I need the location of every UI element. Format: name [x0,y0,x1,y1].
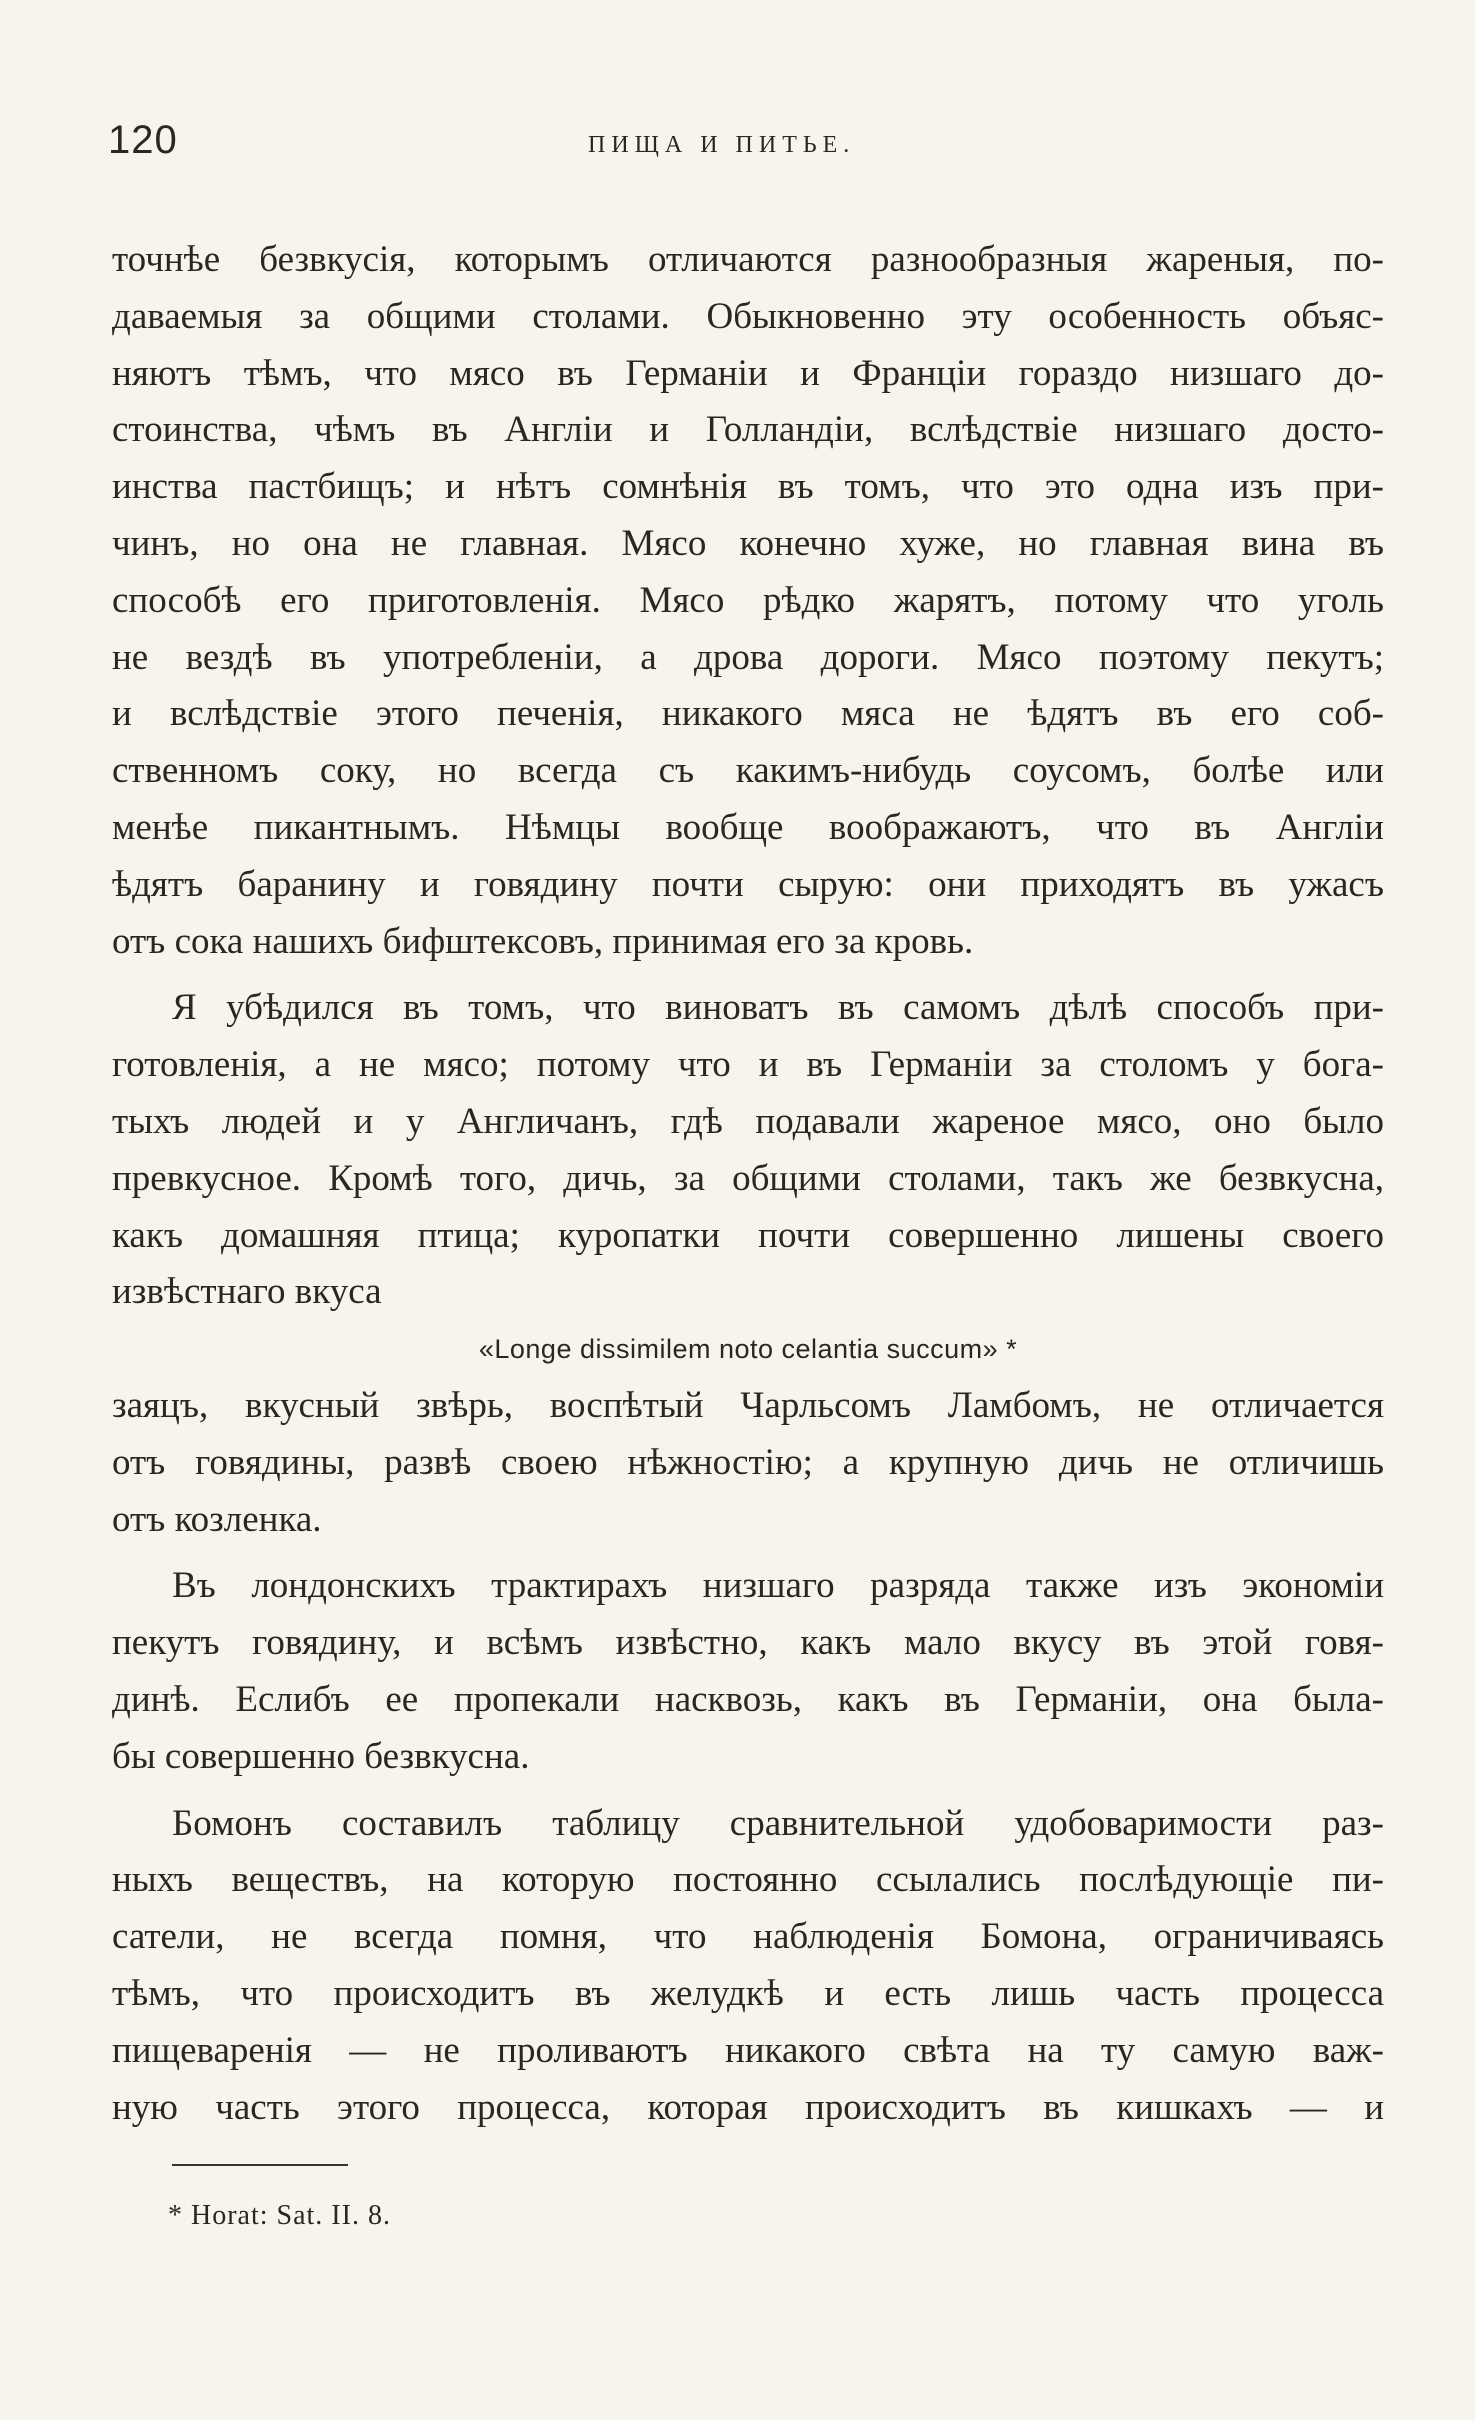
text-line: Я убѣдился въ томъ, что виноватъ въ самомъ дѣлѣ способъ при- [172,987,1384,1029]
paragraph-1 [112,232,1384,970]
text-line: ѣдятъ баранину и говядину почти сырую: они приходятъ въ ужасъ [112,863,1384,905]
text-line: пекутъ говядину, и всѣмъ извѣстно, какъ мало вкусу въ этой говя- [112,1622,1384,1664]
text-line: динѣ. Еслибъ ее пропекали насквозь, какъ въ Германіи, она была- [112,1678,1384,1720]
body-text [112,232,1384,2136]
text-line: Въ лондонскихъ трактирахъ низшаго разряда также изъ экономіи [172,1565,1384,1607]
running-title: ПИЩА И ПИТЬЕ. [588,132,856,158]
text-line: превкусное. Кромѣ того, дичь, за общими столами, такъ же безвкусна, [112,1157,1384,1199]
footnote: * Horat: Sat. II. 8. [168,2200,391,2231]
footnote-divider [172,2164,348,2166]
text-line: чинъ, но она не главная. Мясо конечно хуже, но главная вина въ [112,522,1384,564]
text-line: ныхъ веществъ, на которую постоянно ссылались послѣдующіе пи- [112,1859,1384,1901]
text-line: какъ домашняя птица; куропатки почти совершенно лишены своего [112,1214,1384,1256]
text-line: отъ сока нашихъ бифштексовъ, принимая его за кровь. [112,920,974,962]
text-line: бы совершенно безвкусна. [112,1735,530,1777]
paragraph-5 [112,1796,1384,2137]
text-line: ную часть этого процесса, которая происходитъ въ кишкахъ — и [112,2086,1384,2128]
paragraph-3 [112,1378,1384,1548]
text-line: сатели, не всегда помня, что наблюденія Бомона, ограничиваясь [112,1916,1384,1958]
paragraph-4 [112,1558,1384,1785]
text-line: способѣ его приготовленія. Мясо рѣдко жарятъ, потому что уголь [112,579,1384,621]
text-line: Бомонъ составилъ таблицу сравнительной удобоваримости раз- [172,1802,1384,1844]
text-line: не вездѣ въ употребленіи, а дрова дороги. Мясо поэтому пекутъ; [112,636,1384,678]
text-line: даваемыя за общими столами. Обыкновенно эту особенность объяс- [112,295,1384,337]
text-line: отъ козленка. [112,1498,322,1540]
text-line: стоинства, чѣмъ въ Англіи и Голландіи, вслѣдствіе низшаго досто- [112,409,1384,451]
text-line: ственномъ соку, но всегда съ какимъ-нибудь соусомъ, болѣе или [112,750,1384,792]
latin-quotation: «Longe dissimilem noto celantia succum» * [478,1334,1018,1365]
text-line: тыхъ людей и у Англичанъ, гдѣ подавали жареное мясо, оно было [112,1100,1384,1142]
text-line: точнѣе безвкусія, которымъ отличаются разнообразныя жареныя, по- [112,239,1384,280]
text-line: менѣе пикантнымъ. Нѣмцы вообще воображаютъ, что въ Англіи [112,806,1384,848]
text-line: готовленія, а не мясо; потому что и въ Германіи за столомъ у бога- [112,1044,1384,1086]
text-line: заяцъ, вкусный звѣрь, воспѣтый Чарльсомъ Ламбомъ, не отличается [112,1384,1384,1426]
text-line: отъ говядины, развѣ своею нѣжностію; а крупную дичь не отличишь [112,1441,1384,1483]
text-line: извѣстнаго вкуса [112,1271,382,1313]
page-number: 120 [108,118,178,162]
paragraph-2 [112,980,1384,1321]
text-line: тѣмъ, что происходитъ въ желудкѣ и есть лишь часть процесса [112,1972,1384,2014]
page-header [108,118,1378,178]
text-line: пищеваренія — не проливаютъ никакого свѣта на ту самую важ- [112,2029,1384,2071]
text-line: няютъ тѣмъ, что мясо въ Германіи и Франціи гораздо низшаго до- [112,352,1384,394]
text-line: и вслѣдствіе этого печенія, никакого мяса не ѣдятъ въ его соб- [112,693,1384,735]
text-line: инства пастбищъ; и нѣтъ сомнѣнія въ томъ, что это одна изъ при- [112,466,1384,508]
